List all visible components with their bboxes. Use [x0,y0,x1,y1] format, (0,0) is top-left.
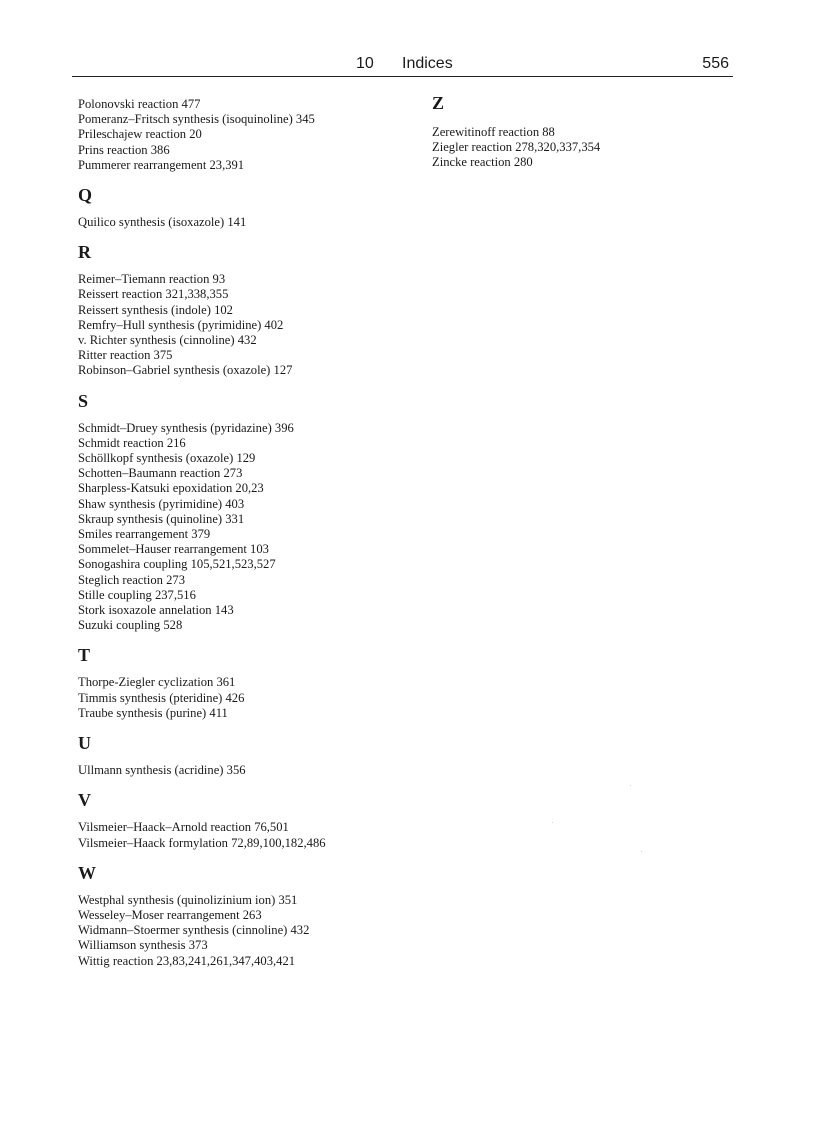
index-entries-q [78,215,408,230]
index-entry: Polonovski reaction 477 [78,97,201,111]
page-number: 556 [702,55,729,72]
index-entry: Schotten–Baumann reaction 273 [78,466,243,481]
section-letter-z: Z [432,93,445,113]
section-letter-w: W [78,862,96,883]
index-entries-p-continued [78,97,408,173]
index-entry: Williamson synthesis 373 [78,938,208,953]
index-entry: Quilico synthesis (isoxazole) 141 [78,215,247,230]
index-entry: Vilsmeier–Haack–Arnold reaction 76,501 [78,820,289,835]
index-entry: Prins reaction 386 [78,142,170,157]
index-entry: Westphal synthesis (quinolizinium ion) 351 [78,892,298,907]
index-entries-v [78,820,408,850]
index-entry: Shaw synthesis (pyrimidine) 403 [78,496,245,511]
index-entry: Traube synthesis (purine) 411 [78,705,228,720]
index-entry: Schöllkopf synthesis (oxazole) 129 [78,451,256,466]
index-entry: Wittig reaction 23,83,241,261,347,403,421 [78,953,296,968]
section-letter-q: Q [78,185,93,206]
index-entry: Steglich reaction 273 [78,572,186,587]
index-entry: Ziegler reaction 278,320,337,354 [432,140,601,155]
index-entries-s [78,421,408,634]
index-entry: Pomeranz–Fritsch synthesis (isoquinoline) 345 [78,112,315,127]
index-entries-r [78,272,408,378]
index-sections-right [432,93,732,171]
section-letter-r: R [78,242,91,263]
index-entry: Wesseley–Moser rearrangement 263 [78,907,262,922]
index-sections-left [78,185,408,969]
index-entry: Zincke reaction 280 [432,155,533,170]
section-letter-u: U [78,733,91,754]
scan-speck [630,785,631,786]
index-entry: Stork isoxazole annelation 143 [78,603,234,618]
index-entry: Thorpe-Ziegler cyclization 361 [78,675,236,690]
index-entry: Reissert synthesis (indole) 102 [78,302,233,317]
index-entry: Schmidt reaction 216 [78,435,186,450]
index-entries-t [78,675,408,721]
index-entry: Sonogashira coupling 105,521,523,527 [78,557,276,572]
index-column-right [432,93,732,171]
index-entry: Timmis synthesis (pteridine) 426 [78,690,245,705]
index-entry: Suzuki coupling 528 [78,618,183,633]
index-entry: Zerewitinoff reaction 88 [432,125,555,139]
index-entry: Schmidt–Druey synthesis (pyridazine) 396 [78,420,294,435]
index-entry: Pummerer rearrangement 23,391 [78,157,245,172]
index-column-left [78,97,408,969]
index-entry: Stille coupling 237,516 [78,587,196,602]
index-entries-z [432,125,732,171]
section-letter-v: V [78,790,91,811]
index-entry: Reissert reaction 321,338,355 [78,287,229,302]
index-entry: Remfry–Hull synthesis (pyrimidine) 402 [78,317,284,332]
index-entry: Smiles rearrangement 379 [78,527,211,542]
index-entry: Reimer–Tiemann reaction 93 [78,272,226,287]
section-letter-t: T [78,645,91,666]
section-letter-s: S [78,390,89,411]
index-entry: Sommelet–Hauser rearrangement 103 [78,542,269,557]
index-entry: Widmann–Stoermer synthesis (cinnoline) 432 [78,923,310,938]
index-entries-w [78,893,408,969]
index-entries-u [78,763,408,778]
index-entry: Robinson–Gabriel synthesis (oxazole) 127 [78,363,293,378]
chapter-title: Indices [402,55,453,72]
index-entry: Ritter reaction 375 [78,348,173,363]
scan-speck [641,851,642,852]
index-entry: Skraup synthesis (quinoline) 331 [78,511,245,526]
running-header [72,52,733,77]
index-entry: Prileschajew reaction 20 [78,127,202,142]
chapter-number: 10 [356,55,374,72]
index-entry: v. Richter synthesis (cinnoline) 432 [78,333,257,348]
index-entry: Vilsmeier–Haack formylation 72,89,100,182,486 [78,835,326,850]
scan-speck [552,822,553,823]
index-entry: Ullmann synthesis (acridine) 356 [78,763,246,778]
index-entry: Sharpless-Katsuki epoxidation 20,23 [78,481,264,496]
